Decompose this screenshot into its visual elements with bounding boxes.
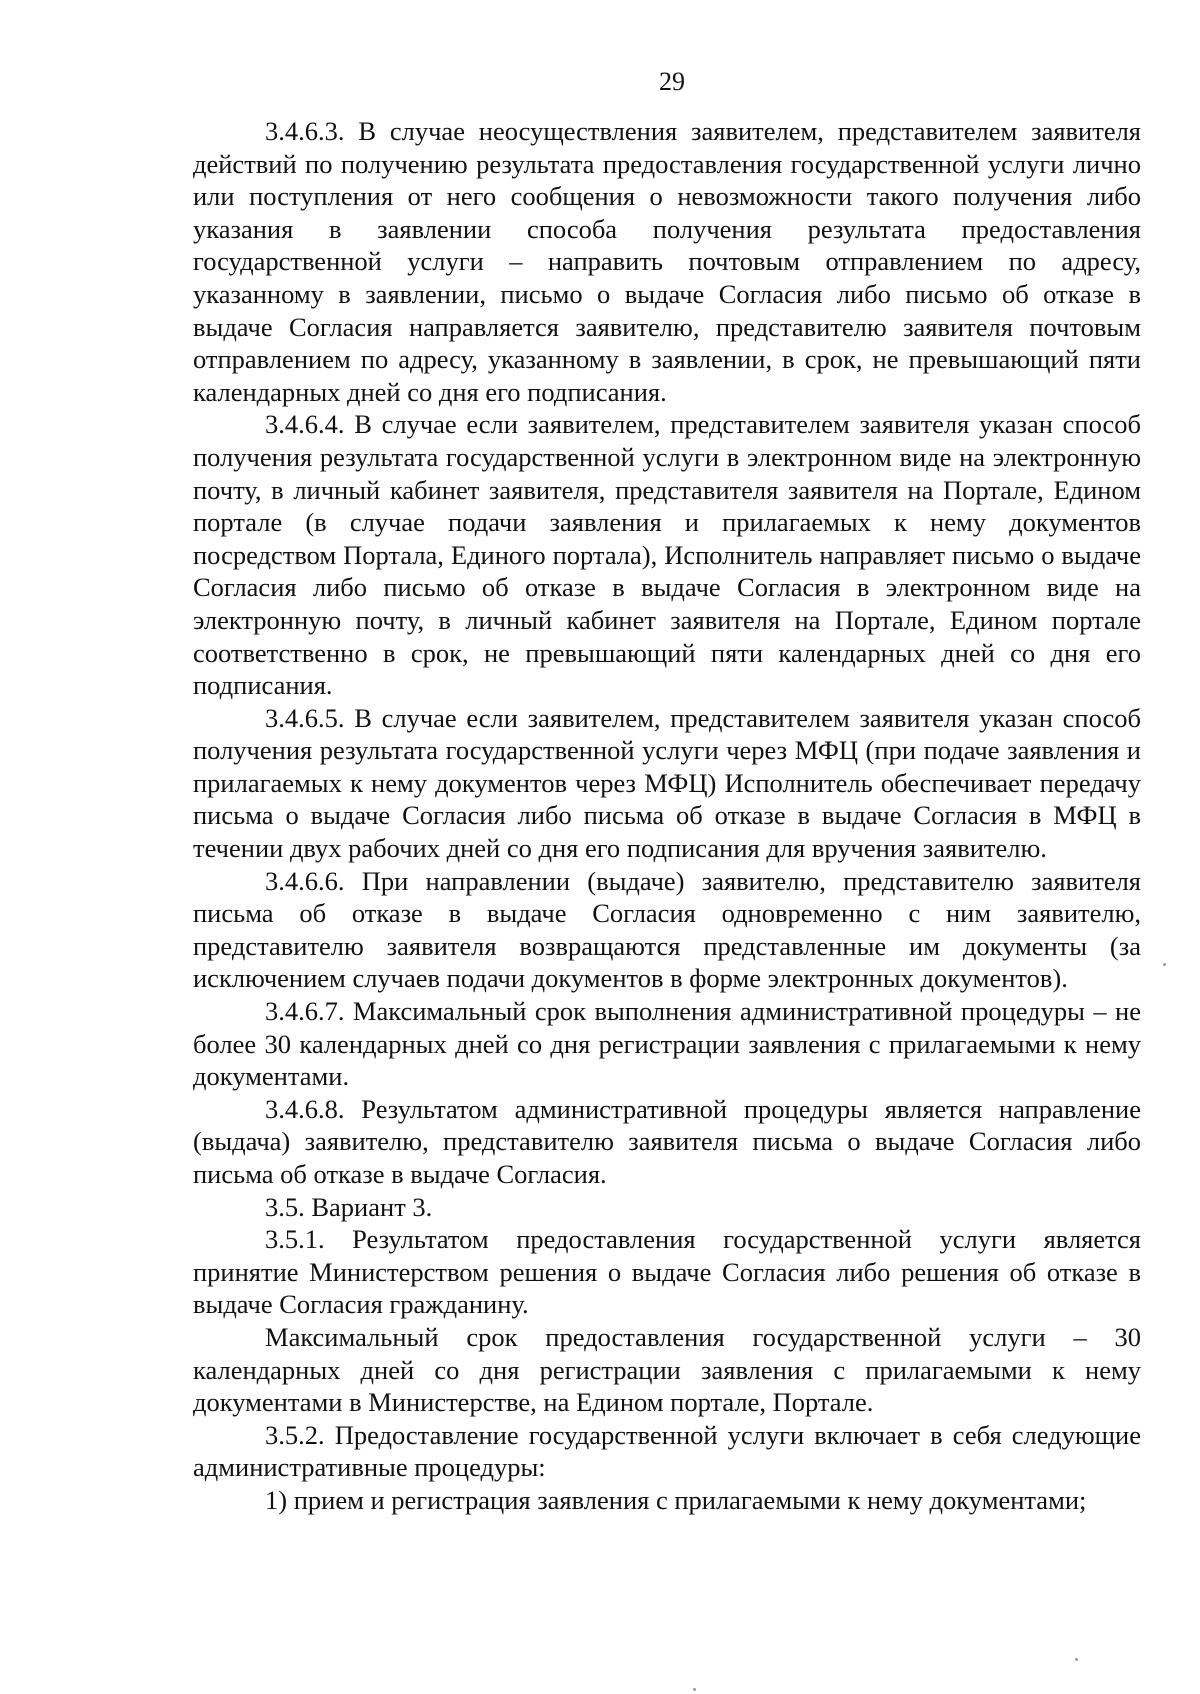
paragraph-3-4-6-4: 3.4.6.4. В случае если заявителем, представителем заявителя указан способ получения результата государственной услуги в электронном виде на электронную почту, в личный кабинет заявителя, представителя заявителя на Портале, Едином портале (в случае подачи заявления и прилагаемых к нему документов посредством Портала, Единого портала), Исполнитель направляет письмо о выдаче Согласия либо письмо об отказе в выдаче Согласия в электронном виде на электронную почту, в личный кабинет заявителя на Портале, Едином портале соответственно в срок, не превышающий пяти календарных дней со дня его подписания. — [193, 409, 1141, 701]
list-item-1: 1) прием и регистрация заявления с прилагаемыми к нему документами; — [265, 1484, 1087, 1515]
page-number: 29 — [659, 67, 685, 96]
paragraph-3-4-6-6: 3.4.6.6. При направлении (выдаче) заявителю, представителю заявителя письма об отказе в выдаче Согласия одновременно с ним заявителю, представителю заявителя возвращаются представленные им документы (за исключением случаев подачи документов в форме электронных документов). — [193, 865, 1141, 994]
scan-speck — [1075, 1658, 1078, 1661]
paragraph-3-5-2: 3.5.2. Предоставление государственной услуги включает в себя следующие административные процедуры: — [193, 1419, 1141, 1483]
paragraph-3-4-6-8: 3.4.6.8. Результатом административной процедуры является направление (выдача) заявителю, представителю заявителя письма о выдаче Согласия либо письма об отказе в выдаче Согласия. — [193, 1093, 1141, 1189]
scan-speck — [1163, 963, 1166, 966]
paragraph-3-5-heading: 3.5. Вариант 3. — [265, 1191, 433, 1222]
paragraph-max-term: Максимальный срок предоставления государственной услуги – 30 календарных дней со дня регистрации заявления с прилагаемыми к нему документами в Министерстве, на Едином портале, Портале. — [193, 1321, 1141, 1418]
paragraph-3-5-1: 3.5.1. Результатом предоставления государственной услуги является принятие Министерством решения о выдаче Согласия либо решения об отказе в выдаче Согласия гражданину. — [193, 1224, 1141, 1320]
paragraph-3-4-6-3: 3.4.6.3. В случае неосуществления заявителем, представителем заявителя действий по получению результата предоставления государственной услуги лично или поступления от него сообщения о невозможности такого получения либо указания в заявлении способа получения результата предоставления государственной услуги – направить почтовым отправлением по адресу, указанному в заявлении, письмо о выдаче Согласия либо письмо об отказе в выдаче Согласия направляется заявителю, представителю заявителя почтовым отправлением по адресу, указанному в заявлении, в срок, не превышающий пяти календарных дней со дня его подписания. — [193, 116, 1141, 407]
paragraph-3-4-6-7: 3.4.6.7. Максимальный срок выполнения административной процедуры – не более 30 календарных дней со дня регистрации заявления с прилагаемыми к нему документами. — [193, 996, 1141, 1092]
paragraph-3-4-6-5: 3.4.6.5. В случае если заявителем, представителем заявителя указан способ получения результата государственной услуги через МФЦ (при подаче заявления и прилагаемых к нему документов через МФЦ) Исполнитель обеспечивает передачу письма о выдаче Согласия либо письма об отказе в выдаче Согласия в МФЦ в течении двух рабочих дней со дня его подписания для вручения заявителю. — [193, 702, 1141, 864]
document-body — [193, 115, 1141, 1517]
scan-speck — [693, 1688, 696, 1691]
